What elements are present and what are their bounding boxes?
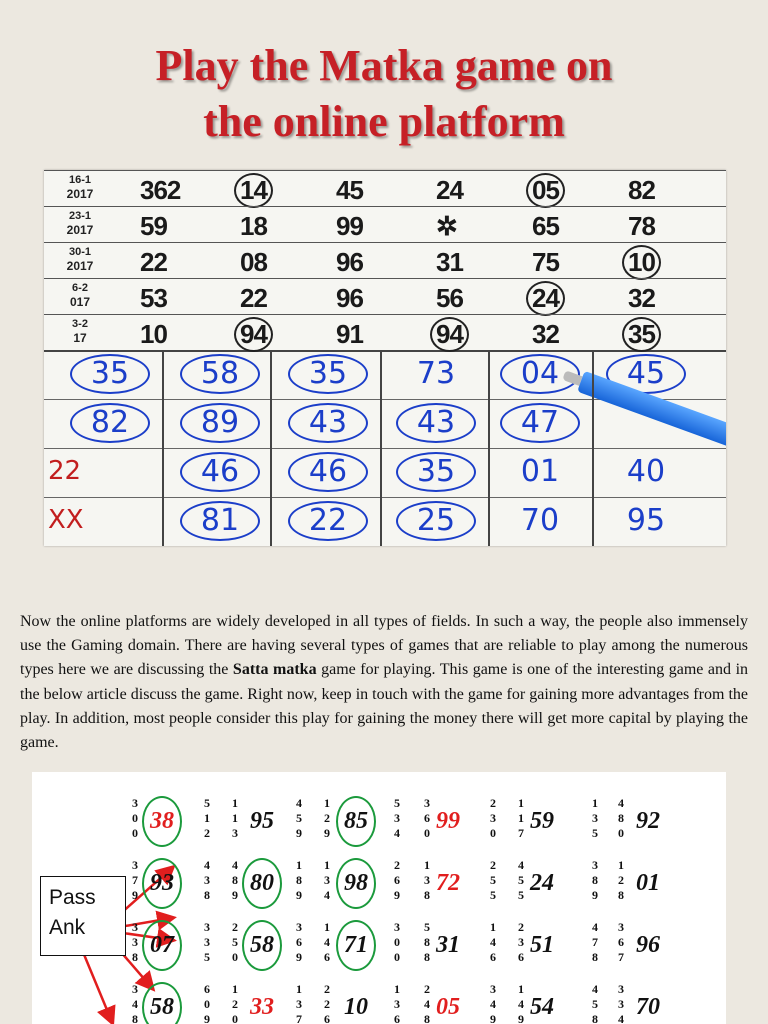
stack-digit: 5 xyxy=(592,997,598,1011)
table-number: 92 xyxy=(636,808,660,834)
digit-stack xyxy=(130,982,140,1024)
table-number: 72 xyxy=(436,870,460,896)
chart-date-part: 2017 xyxy=(66,259,94,273)
digit-stack xyxy=(202,796,212,841)
chart-date-part: 2017 xyxy=(66,223,94,237)
stack-digit: 1 xyxy=(518,796,524,810)
stack-digit: 1 xyxy=(394,982,400,996)
chart-cell-value: 99 xyxy=(336,211,363,241)
stack-digit: 3 xyxy=(424,796,430,810)
stack-digit: 2 xyxy=(490,858,496,872)
chart-date-part: 30-1 xyxy=(68,246,92,258)
hand-cell-value: 25 xyxy=(390,503,482,539)
matka-chart-photo xyxy=(44,170,726,546)
stack-digit: 5 xyxy=(490,888,496,902)
stack-digit: 0 xyxy=(424,826,430,840)
article-paragraph xyxy=(20,610,748,755)
chart-date-part: 3-2 xyxy=(72,318,88,330)
stack-digit: 8 xyxy=(424,888,430,902)
stack-digit: 3 xyxy=(618,920,624,934)
digit-stack xyxy=(488,858,498,903)
chart-cell-value: 82 xyxy=(628,175,655,205)
stack-digit: 4 xyxy=(324,935,330,949)
digit-stack xyxy=(322,858,332,903)
digit-stack xyxy=(616,858,626,903)
table-number: 24 xyxy=(530,870,554,896)
grid-divider xyxy=(270,350,272,546)
stack-digit: 9 xyxy=(518,1012,524,1024)
stack-digit: 0 xyxy=(490,826,496,840)
title-line-2: the online platform xyxy=(203,97,565,146)
table-number: 80 xyxy=(250,870,274,896)
table-number: 98 xyxy=(344,870,368,896)
digit-stack xyxy=(392,982,402,1024)
hand-row-label: XX xyxy=(48,505,84,535)
chart-cell-value: 59 xyxy=(140,211,167,241)
chart-row xyxy=(44,242,726,279)
stack-digit: 1 xyxy=(324,858,330,872)
stack-digit: 3 xyxy=(132,858,138,872)
stack-digit: 5 xyxy=(592,826,598,840)
stack-digit: 1 xyxy=(592,796,598,810)
stack-digit: 4 xyxy=(424,997,430,1011)
stack-digit: 9 xyxy=(592,888,598,902)
stack-digit: 3 xyxy=(204,935,210,949)
table-number: 10 xyxy=(344,994,368,1020)
chart-cell-value: 45 xyxy=(336,175,363,205)
digit-stack xyxy=(590,796,600,841)
stack-digit: 1 xyxy=(518,811,524,825)
digit-stack xyxy=(488,796,498,841)
stack-digit: 1 xyxy=(232,796,238,810)
digit-stack xyxy=(422,982,432,1024)
chart-date xyxy=(50,173,110,201)
table-row xyxy=(32,790,726,852)
stack-digit: 1 xyxy=(324,920,330,934)
chart-date xyxy=(50,281,110,309)
digit-stack xyxy=(422,796,432,841)
stack-digit: 4 xyxy=(518,997,524,1011)
stack-digit: 2 xyxy=(424,982,430,996)
hand-cell-value: 82 xyxy=(64,405,156,441)
stack-digit: 3 xyxy=(424,873,430,887)
pass-label: Pass xyxy=(49,886,96,909)
chart-cell-value: 53 xyxy=(140,283,167,313)
table-number: 07 xyxy=(150,932,174,958)
stack-digit: 0 xyxy=(204,997,210,1011)
digit-stack xyxy=(590,858,600,903)
stack-digit: 4 xyxy=(394,826,400,840)
table-row xyxy=(32,852,726,914)
hand-cell-value: 43 xyxy=(282,405,374,441)
chart-cell-value: 35 xyxy=(628,319,655,349)
digit-stack xyxy=(130,796,140,841)
table-number: 01 xyxy=(636,870,660,896)
chart-date-part: 2017 xyxy=(66,187,94,201)
chart-cell-value: 24 xyxy=(436,175,463,205)
stack-digit: 5 xyxy=(518,873,524,887)
digit-stack xyxy=(516,858,526,903)
table-number: 58 xyxy=(250,932,274,958)
stack-digit: 5 xyxy=(232,935,238,949)
stack-digit: 9 xyxy=(394,888,400,902)
chart-cell-value: 24 xyxy=(532,283,559,313)
digit-stack xyxy=(294,858,304,903)
chart-cell-value: 10 xyxy=(628,247,655,277)
chart-date-part: 17 xyxy=(73,331,87,345)
digit-stack xyxy=(616,920,626,965)
table-number: 96 xyxy=(636,932,660,958)
hand-cell-value: 22 xyxy=(282,503,374,539)
stack-digit: 2 xyxy=(618,873,624,887)
stack-digit: 1 xyxy=(232,982,238,996)
stack-digit: 1 xyxy=(204,811,210,825)
digit-stack xyxy=(488,982,498,1024)
stack-digit: 9 xyxy=(296,826,302,840)
stack-digit: 3 xyxy=(324,873,330,887)
table-number: 99 xyxy=(436,808,460,834)
stack-digit: 9 xyxy=(296,888,302,902)
chart-cell-value: 08 xyxy=(240,247,267,277)
stack-digit: 2 xyxy=(324,982,330,996)
stack-digit: 6 xyxy=(324,950,330,964)
chart-cell-value: 22 xyxy=(140,247,167,277)
chart-cell-value: 56 xyxy=(436,283,463,313)
hand-cell-value: 46 xyxy=(282,454,374,490)
hand-cell-value: 45 xyxy=(600,356,692,392)
digit-stack xyxy=(392,858,402,903)
stack-digit: 6 xyxy=(394,873,400,887)
digit-stack xyxy=(516,982,526,1024)
paragraph-text-end: game for playing. This game is one of the interesting game and in the below article discuss the game. Right now, keep in touch with the game for gaining more advantages from the play. In addition, most people consider this play for gaining the money there will get more capital by playing the game. xyxy=(20,661,749,752)
stack-digit: 7 xyxy=(592,935,598,949)
grid-divider xyxy=(592,350,594,546)
stack-digit: 8 xyxy=(618,811,624,825)
stack-digit: 4 xyxy=(132,997,138,1011)
hand-cell-value: 73 xyxy=(416,356,456,391)
stack-digit: 9 xyxy=(296,950,302,964)
hand-cell-value: 95 xyxy=(626,503,666,538)
stack-digit: 2 xyxy=(324,997,330,1011)
stack-digit: 0 xyxy=(132,826,138,840)
stack-digit: 9 xyxy=(204,1012,210,1024)
hand-cell-value: 40 xyxy=(626,454,666,489)
hand-cell-value: 35 xyxy=(282,356,374,392)
digit-stack xyxy=(392,796,402,841)
digit-stack xyxy=(202,982,212,1024)
page-title xyxy=(0,38,768,150)
stack-digit: 7 xyxy=(618,950,624,964)
stack-digit: 4 xyxy=(592,920,598,934)
stack-digit: 7 xyxy=(296,1012,302,1024)
digit-stack xyxy=(294,982,304,1024)
table-number: 38 xyxy=(150,808,174,834)
stack-digit: 4 xyxy=(592,982,598,996)
chart-cell-value: 32 xyxy=(532,319,559,349)
stack-digit: 8 xyxy=(424,935,430,949)
stack-digit: 3 xyxy=(518,935,524,949)
table-row xyxy=(32,976,726,1024)
stack-digit: 1 xyxy=(296,982,302,996)
stack-digit: 6 xyxy=(424,811,430,825)
stack-digit: 1 xyxy=(296,858,302,872)
table-number: 05 xyxy=(436,994,460,1020)
stack-digit: 2 xyxy=(324,811,330,825)
stack-digit: 3 xyxy=(592,858,598,872)
stack-digit: 3 xyxy=(618,982,624,996)
stack-digit: 6 xyxy=(490,950,496,964)
digit-stack xyxy=(516,796,526,841)
pass-ank-chart-photo xyxy=(32,772,726,1024)
digit-stack xyxy=(202,858,212,903)
stack-digit: 3 xyxy=(132,982,138,996)
stack-digit: 3 xyxy=(232,826,238,840)
digit-stack xyxy=(230,796,240,841)
table-number: 58 xyxy=(150,994,174,1020)
table-number: 95 xyxy=(250,808,274,834)
table-number: 85 xyxy=(344,808,368,834)
chart-row xyxy=(44,278,726,315)
stack-digit: 3 xyxy=(204,920,210,934)
stack-digit: 3 xyxy=(490,811,496,825)
stack-digit: 0 xyxy=(232,950,238,964)
stack-digit: 8 xyxy=(132,1012,138,1024)
stack-digit: 8 xyxy=(424,1012,430,1024)
stack-digit: 6 xyxy=(394,1012,400,1024)
digit-stack xyxy=(294,920,304,965)
chart-cell-value: 91 xyxy=(336,319,363,349)
stack-digit: 3 xyxy=(618,997,624,1011)
chart-row xyxy=(44,314,726,351)
chart-date xyxy=(50,317,110,345)
digit-stack xyxy=(130,920,140,965)
stack-digit: 4 xyxy=(204,858,210,872)
stack-digit: 2 xyxy=(490,796,496,810)
table-number: 59 xyxy=(530,808,554,834)
stack-digit: 5 xyxy=(204,796,210,810)
stack-digit: 2 xyxy=(518,920,524,934)
digit-stack xyxy=(230,982,240,1024)
digit-stack xyxy=(590,982,600,1024)
digit-stack xyxy=(488,920,498,965)
digit-stack xyxy=(322,982,332,1024)
stack-digit: 9 xyxy=(232,888,238,902)
chart-date-part: 23-1 xyxy=(68,210,92,222)
table-number: 71 xyxy=(344,932,368,958)
chart-date-part: 017 xyxy=(69,295,91,309)
digit-stack xyxy=(202,920,212,965)
stack-digit: 5 xyxy=(394,796,400,810)
chart-date xyxy=(50,245,110,273)
chart-cell-value: 14 xyxy=(240,175,267,205)
digit-stack xyxy=(322,796,332,841)
stack-digit: 6 xyxy=(324,1012,330,1024)
stack-digit: 8 xyxy=(204,888,210,902)
chart-cell-value: ✲ xyxy=(436,211,457,241)
stack-digit: 4 xyxy=(232,858,238,872)
digit-stack xyxy=(616,796,626,841)
stack-digit: 2 xyxy=(394,858,400,872)
stack-digit: 5 xyxy=(490,873,496,887)
chart-cell-value: 31 xyxy=(436,247,463,277)
stack-digit: 7 xyxy=(518,826,524,840)
stack-digit: 8 xyxy=(618,888,624,902)
stack-digit: 5 xyxy=(204,950,210,964)
stack-digit: 4 xyxy=(490,935,496,949)
stack-digit: 1 xyxy=(324,796,330,810)
stack-digit: 0 xyxy=(232,1012,238,1024)
stack-digit: 4 xyxy=(296,796,302,810)
stack-digit: 3 xyxy=(394,811,400,825)
stack-digit: 5 xyxy=(518,888,524,902)
hand-cell-value: 58 xyxy=(174,356,266,392)
digit-stack xyxy=(130,858,140,903)
chart-cell-value: 94 xyxy=(436,319,463,349)
table-number: 93 xyxy=(150,870,174,896)
stack-digit: 2 xyxy=(204,826,210,840)
grid-divider xyxy=(488,350,490,546)
digit-stack xyxy=(516,920,526,965)
stack-digit: 3 xyxy=(394,920,400,934)
chart-date-part: 6-2 xyxy=(72,282,88,294)
stack-digit: 3 xyxy=(132,920,138,934)
table-number: 31 xyxy=(436,932,460,958)
stack-digit: 4 xyxy=(618,1012,624,1024)
chart-cell-value: 65 xyxy=(532,211,559,241)
table-row xyxy=(32,914,726,976)
chart-date-part: 16-1 xyxy=(68,174,92,186)
stack-digit: 9 xyxy=(324,826,330,840)
digit-stack xyxy=(230,920,240,965)
grid-divider xyxy=(380,350,382,546)
stack-digit: 0 xyxy=(394,950,400,964)
stack-digit: 7 xyxy=(132,873,138,887)
stack-digit: 0 xyxy=(394,935,400,949)
chart-cell-value: 78 xyxy=(628,211,655,241)
paragraph-text-start: Now the online platforms are widely developed in all types of fields. In such a way, the people also immensely use the Gaming domain. There are having several types of games that are reliable to play among the numerous types here we are discussing the xyxy=(20,613,748,679)
stack-digit: 3 xyxy=(204,873,210,887)
stack-digit: 3 xyxy=(592,811,598,825)
stack-digit: 2 xyxy=(232,997,238,1011)
stack-digit: 9 xyxy=(132,888,138,902)
hand-row-label: 22 xyxy=(48,456,82,486)
stack-digit: 2 xyxy=(232,920,238,934)
table-number: 54 xyxy=(530,994,554,1020)
stack-digit: 4 xyxy=(518,858,524,872)
chart-cell-value: 75 xyxy=(532,247,559,277)
chart-row xyxy=(44,206,726,243)
printed-chart xyxy=(44,170,726,352)
hand-cell-value: 89 xyxy=(174,405,266,441)
stack-digit: 0 xyxy=(132,811,138,825)
stack-digit: 8 xyxy=(132,950,138,964)
hand-cell-value: 47 xyxy=(494,405,586,441)
stack-digit: 1 xyxy=(518,982,524,996)
ank-label: Ank xyxy=(49,916,86,939)
chart-cell-value: 32 xyxy=(628,283,655,313)
stack-digit: 5 xyxy=(424,920,430,934)
handwritten-grid xyxy=(44,350,726,546)
digit-stack xyxy=(322,920,332,965)
chart-cell-value: 22 xyxy=(240,283,267,313)
hand-cell-value: 35 xyxy=(64,356,156,392)
digit-stack xyxy=(392,920,402,965)
stack-digit: 4 xyxy=(618,796,624,810)
hand-row xyxy=(44,448,726,498)
digit-stack xyxy=(422,858,432,903)
stack-digit: 3 xyxy=(394,997,400,1011)
stack-digit: 4 xyxy=(490,997,496,1011)
stack-digit: 3 xyxy=(296,920,302,934)
stack-digit: 3 xyxy=(132,796,138,810)
chart-row xyxy=(44,170,726,207)
title-line-1: Play the Matka game on xyxy=(155,41,613,90)
table-number: 51 xyxy=(530,932,554,958)
table-number: 33 xyxy=(250,994,274,1020)
stack-digit: 8 xyxy=(424,950,430,964)
hand-cell-value: 70 xyxy=(520,503,560,538)
chart-cell-value: 96 xyxy=(336,247,363,277)
grid-divider xyxy=(162,350,164,546)
stack-digit: 1 xyxy=(424,858,430,872)
digit-stack xyxy=(616,982,626,1024)
stack-digit: 8 xyxy=(592,950,598,964)
stack-digit: 6 xyxy=(204,982,210,996)
hand-row xyxy=(44,497,726,546)
hand-cell-value: 46 xyxy=(174,454,266,490)
stack-digit: 8 xyxy=(296,873,302,887)
stack-digit: 1 xyxy=(618,858,624,872)
chart-date xyxy=(50,209,110,237)
stack-digit: 4 xyxy=(324,888,330,902)
digit-stack xyxy=(230,858,240,903)
chart-cell-value: 94 xyxy=(240,319,267,349)
chart-cell-value: 18 xyxy=(240,211,267,241)
stack-digit: 1 xyxy=(490,920,496,934)
hand-cell-value: 35 xyxy=(390,454,482,490)
digit-stack xyxy=(422,920,432,965)
stack-digit: 6 xyxy=(518,950,524,964)
hand-cell-value: 43 xyxy=(390,405,482,441)
stack-digit: 8 xyxy=(232,873,238,887)
paragraph-bold-term: Satta matka xyxy=(232,661,317,679)
stack-digit: 8 xyxy=(592,1012,598,1024)
stack-digit: 6 xyxy=(618,935,624,949)
chart-cell-value: 10 xyxy=(140,319,167,349)
hand-cell-value: 01 xyxy=(520,454,560,489)
stack-digit: 0 xyxy=(618,826,624,840)
hand-cell-value: 81 xyxy=(174,503,266,539)
stack-digit: 3 xyxy=(132,935,138,949)
stack-digit: 6 xyxy=(296,935,302,949)
stack-digit: 5 xyxy=(296,811,302,825)
hand-cell-value: 04 xyxy=(494,356,586,392)
chart-cell-value: 96 xyxy=(336,283,363,313)
digit-stack xyxy=(294,796,304,841)
stack-digit: 3 xyxy=(296,997,302,1011)
stack-digit: 8 xyxy=(592,873,598,887)
chart-cell-value: 05 xyxy=(532,175,559,205)
digit-stack xyxy=(590,920,600,965)
table-number: 70 xyxy=(636,994,660,1020)
stack-digit: 3 xyxy=(490,982,496,996)
chart-cell-value: 362 xyxy=(140,175,181,205)
stack-digit: 9 xyxy=(490,1012,496,1024)
stack-digit: 1 xyxy=(232,811,238,825)
